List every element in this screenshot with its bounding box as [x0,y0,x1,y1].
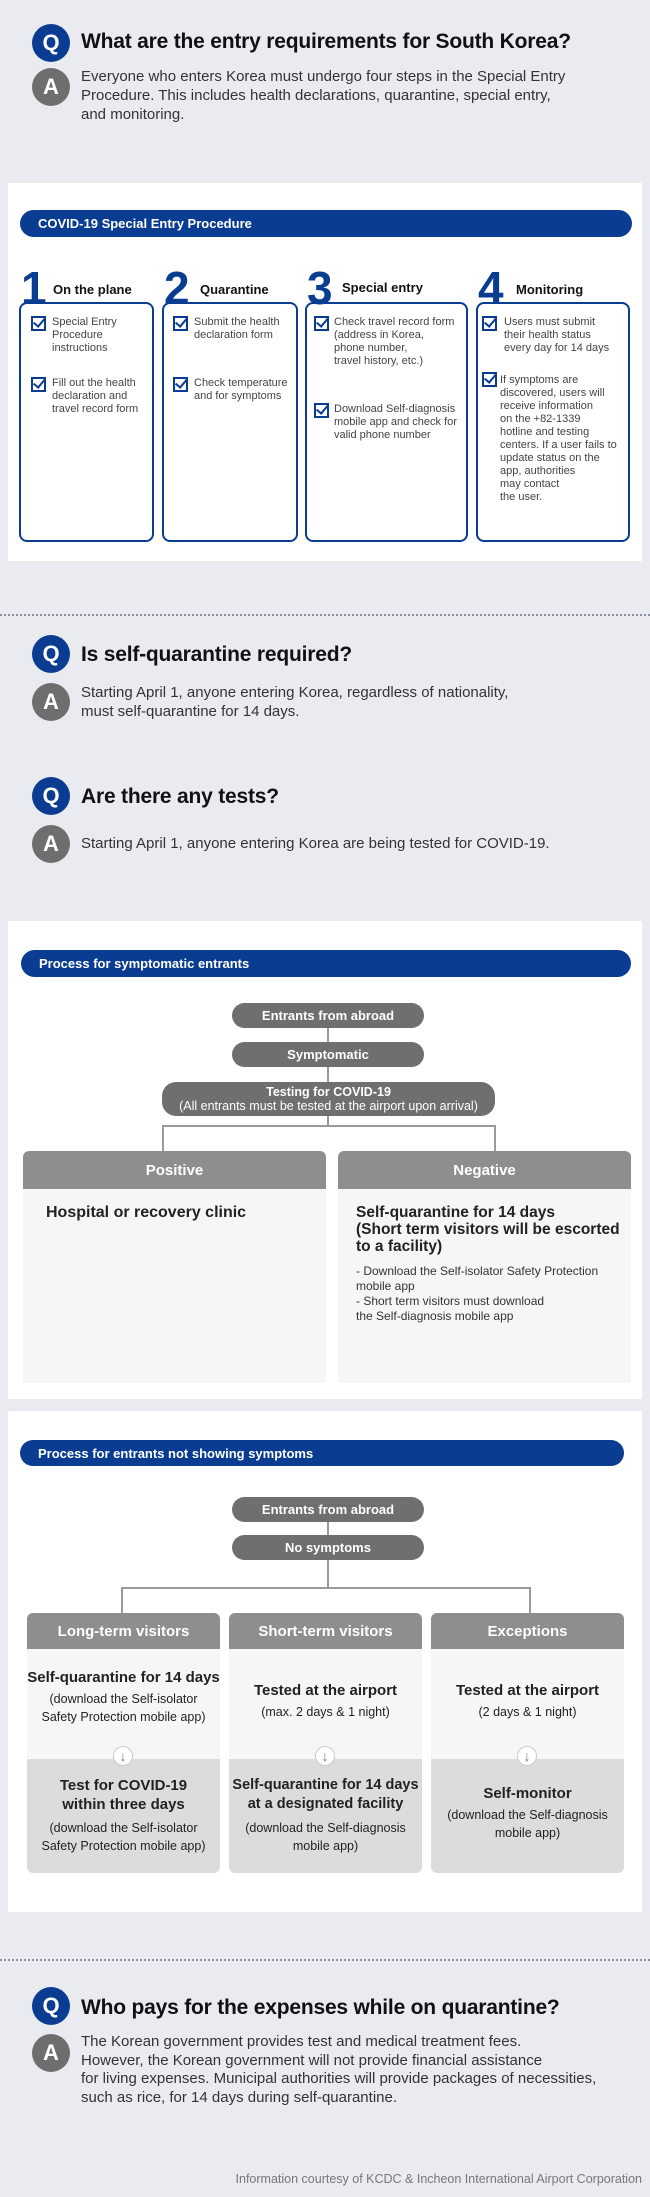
entrants-node: Entrants from abroad [232,1003,424,1028]
exceptions-bottom-sub: (download the Self-diagnosis mobile app) [447,1808,608,1840]
entrants-node: Entrants from abroad [232,1497,424,1522]
answer-badge: A [32,683,70,721]
testing-node-line2: (All entrants must be tested at the airport upon arrival) [179,1099,478,1113]
checkbox-icon [482,372,497,387]
step-2-number: 2 [164,262,190,314]
step-3-title: Special entry [342,280,423,295]
short-term-bottom-sub: (download the Self-diagnosis mobile app) [245,1821,406,1853]
checkbox-icon [314,316,329,331]
question-4: Who pays for the expenses while on quarantine? [81,1996,560,2019]
short-term-top-title: Tested at the airport [253,1682,398,1699]
flow-connector [529,1587,531,1613]
arrow-down-icon: ↓ [517,1746,537,1766]
question-badge: Q [32,1987,70,2025]
exceptions-top-sub: (2 days & 1 night) [478,1705,577,1719]
step-4-number: 4 [478,262,504,314]
step-4-item-2: If symptoms are discovered, users will receive information on the +82-1339 hotline and testing centers. If a user fails to update status on the app, authorities may contact the user. [500,374,617,503]
testing-node [162,1082,495,1116]
flow-connector [162,1125,496,1127]
step-3-item-2: Download Self-diagnosis mobile app and check for valid phone number [334,403,457,441]
step-1-title: On the plane [53,282,132,297]
short-term-top-sub: (max. 2 days & 1 night) [261,1705,390,1719]
symptomatic-node: Symptomatic [232,1042,424,1067]
step-3-number: 3 [307,262,333,314]
long-term-top-sub: (download the Self-isolator Safety Protection mobile app) [41,1692,206,1724]
answer-badge: A [32,825,70,863]
step-1-item-2: Fill out the health declaration and travel record form [52,377,139,415]
exceptions-header: Exceptions [431,1613,624,1649]
positive-header: Positive [23,1151,326,1189]
footer-credit: Information courtesy of KCDC & Incheon International Airport Corporation [235,2172,642,2186]
checkbox-icon [31,377,46,392]
divider [0,614,650,616]
checkbox-icon [31,316,46,331]
question-2: Is self-quarantine required? [81,643,352,666]
answer-4: The Korean government provides test and medical treatment fees. However, the Korean government will not provide financial assistance for living expenses. Municipal authorities will provide packages of necessities, such as rice, for 14 days during self-quarantine. [81,2033,597,2106]
exceptions-top-title: Tested at the airport [455,1682,600,1699]
checkbox-icon [173,316,188,331]
negative-title: Self-quarantine for 14 days (Short term visitors will be escorted to a facility) [356,1204,620,1255]
question-badge: Q [32,24,70,62]
procedure-title-bar: COVID-19 Special Entry Procedure [20,210,632,237]
flow-connector [494,1125,496,1152]
step-4-item-1: Users must submit their health status every day for 14 days [504,316,610,354]
step-2-title: Quarantine [200,282,269,297]
step-1-item-1: Special Entry Procedure instructions [52,316,117,354]
flow-connector [121,1587,123,1613]
no-symptoms-node: No symptoms [232,1535,424,1560]
answer-badge: A [32,2034,70,2072]
checkbox-icon [173,377,188,392]
short-term-header: Short-term visitors [229,1613,422,1649]
divider [0,1959,650,1961]
step-4-title: Monitoring [516,282,584,297]
short-term-bottom-title: Self-quarantine for 14 days at a designated facility [232,1777,419,1812]
arrow-down-icon: ↓ [315,1746,335,1766]
question-badge: Q [32,777,70,815]
negative-header: Negative [338,1151,631,1189]
negative-bullets: - Download the Self-isolator Safety Protection mobile app - Short term visitors must download the Self-diagnosis mobile app [356,1264,599,1323]
long-term-header: Long-term visitors [27,1613,220,1649]
checkbox-icon [314,403,329,418]
question-3: Are there any tests? [81,785,279,808]
exceptions-bottom-title: Self-monitor [483,1785,572,1802]
step-1-number: 1 [21,262,47,314]
question-badge: Q [32,635,70,673]
checkbox-icon [482,316,497,331]
arrow-down-icon: ↓ [113,1746,133,1766]
answer-2: Starting April 1, anyone entering Korea, regardless of nationality, must self-quarantine for 14 days. [81,684,509,720]
step-3-item-1: Check travel record form (address in Korea, phone number, travel history, etc.) [334,316,455,367]
symptomatic-title-bar: Process for symptomatic entrants [21,950,631,977]
answer-badge: A [32,68,70,106]
step-2-item-1: Submit the health declaration form [194,316,280,341]
long-term-bottom-title: Test for COVID-19 within three days [59,1777,188,1813]
question-1: What are the entry requirements for South Korea? [81,30,571,53]
flow-connector [121,1587,531,1589]
positive-text: Hospital or recovery clinic [46,1204,247,1221]
answer-3: Starting April 1, anyone entering Korea are being tested for COVID-19. [81,835,550,852]
answer-1: Everyone who enters Korea must undergo four steps in the Special Entry Procedure. This includes health declarations, quarantine, special entry, and monitoring. [81,68,566,123]
flow-connector [162,1125,164,1152]
asymptomatic-title-bar: Process for entrants not showing symptoms [20,1440,624,1466]
step-2-item-2: Check temperature and for symptoms [194,377,288,402]
testing-node-line1: Testing for COVID-19 [266,1085,391,1099]
long-term-bottom-sub: (download the Self-isolator Safety Protection mobile app) [41,1821,206,1853]
long-term-top-title: Self-quarantine for 14 days [27,1669,220,1686]
